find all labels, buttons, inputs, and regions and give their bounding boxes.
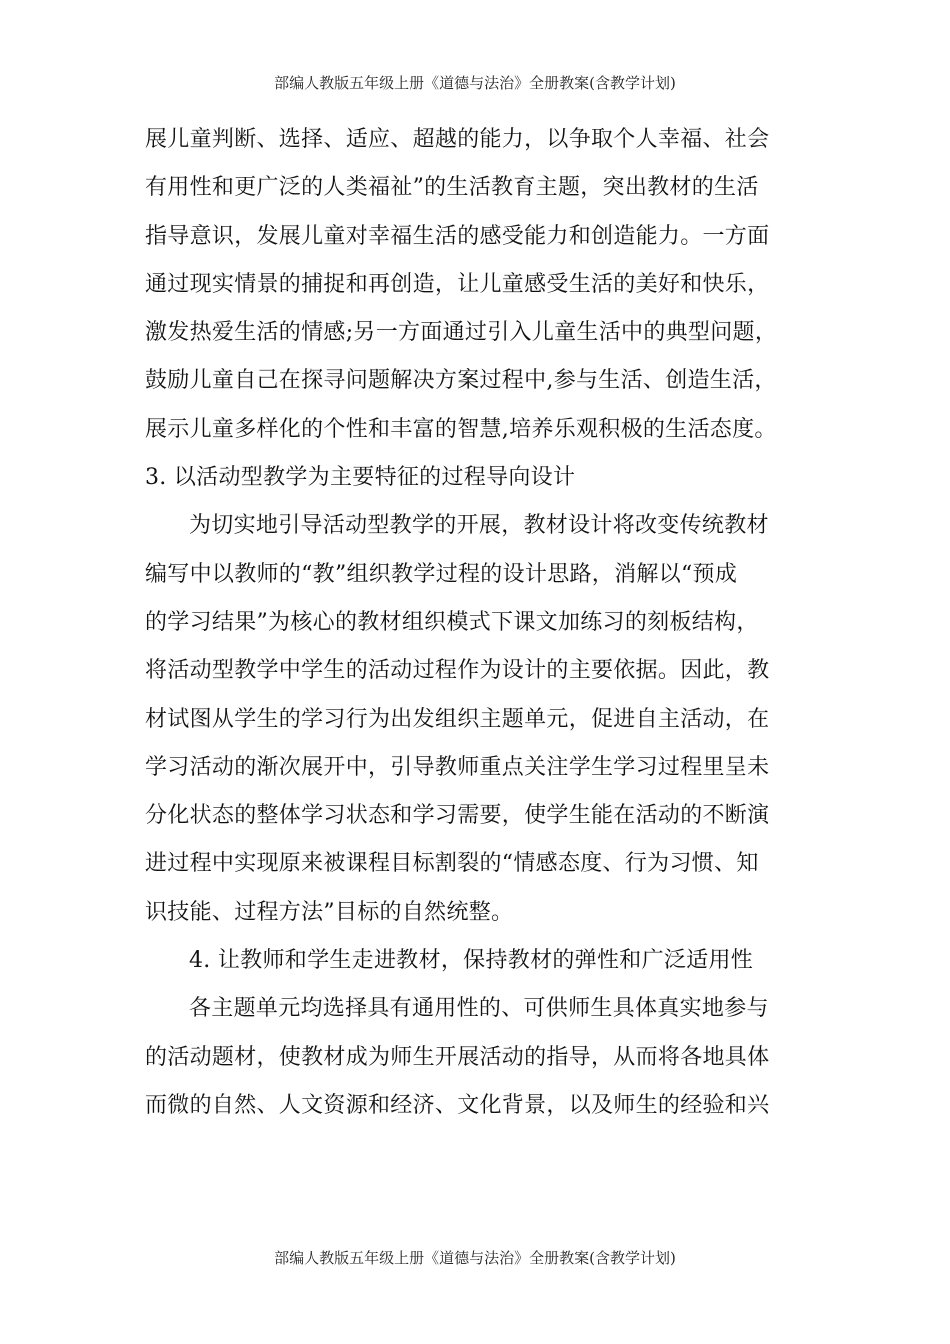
text-line: 识技能、过程方法”目标的自然统整。	[145, 899, 514, 925]
text-line: 指导意识，发展儿童对幸福生活的感受能力和创造能力。一方面	[145, 223, 770, 249]
text-line: 的活动题材，使教材成为师生开展活动的指导，从而将各地具体	[145, 1044, 770, 1070]
page-footer: 部编人教版五年级上册《道德与法治》全册教案(含教学计划)	[274, 1249, 676, 1267]
text-line: 展示儿童多样化的个性和丰富的智慧,培养乐观积极的生活态度。	[145, 416, 777, 442]
text-line: 展儿童判断、选择、适应、超越的能力，以争取个人幸福、社会	[145, 127, 770, 152]
text-line: 通过现实情景的捕捉和再创造，让儿童感受生活的美好和快乐，	[145, 271, 770, 297]
text-line: 为切实地引导活动型教学的开展，教材设计将改变传统教材	[189, 513, 769, 539]
text-line: 材试图从学生的学习行为出发组织主题单元，促进自主活动，在	[145, 706, 770, 732]
text-line: 鼓励儿童自己在探寻问题解决方案过程中,参与生活、创造生活，	[145, 368, 777, 394]
page-header: 部编人教版五年级上册《道德与法治》全册教案(含教学计划)	[274, 74, 676, 92]
text-line: 学习活动的渐次展开中，引导教师重点关注学生学习过程里呈未	[145, 754, 770, 780]
text-line: 将活动型教学中学生的活动过程作为设计的主要依据。因此，教	[145, 658, 770, 684]
section-heading-3: 3. 以活动型教学为主要特征的过程导向设计	[145, 465, 576, 491]
text-line: 进过程中实现原来被课程目标割裂的“情感态度、行为习惯、知	[145, 851, 759, 877]
text-line: 的学习结果”为核心的教材组织模式下课文加练习的刻板结构，	[145, 609, 759, 635]
section-heading-4: 4. 让教师和学生走进教材，保持教材的弹性和广泛适用性	[189, 948, 754, 974]
body-text	[145, 116, 810, 1130]
text-line: 分化状态的整体学习状态和学习需要，使学生能在活动的不断演	[145, 803, 770, 829]
text-line: 编写中以教师的“教”组织教学过程的设计思路，消解以“预成	[145, 561, 738, 587]
text-line: 各主题单元均选择具有通用性的、可供师生具体真实地参与	[189, 996, 769, 1022]
text-line: 有用性和更广泛的人类福祉”的生活教育主题，突出教材的生活	[145, 175, 759, 201]
text-line: 激发热爱生活的情感;另一方面通过引入儿童生活中的典型问题，	[145, 320, 778, 346]
text-line: 而微的自然、人文资源和经济、文化背景，以及师生的经验和兴	[145, 1092, 770, 1118]
